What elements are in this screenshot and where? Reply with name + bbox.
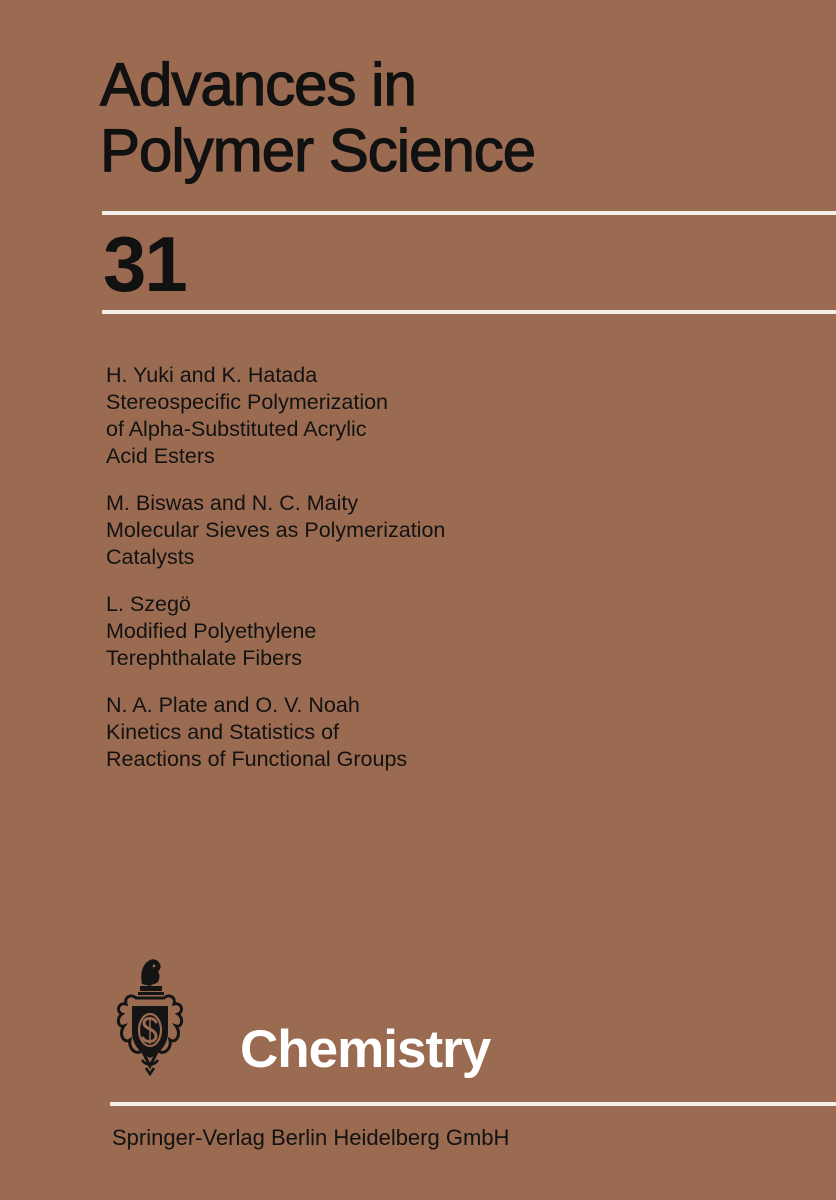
bottom-divider: [110, 1102, 836, 1106]
springer-knight-logo-icon: [112, 954, 188, 1078]
entry-title-line: Reactions of Functional Groups: [106, 747, 408, 771]
entry-title-line: Catalysts: [106, 545, 195, 569]
volume-number: 31: [103, 220, 186, 308]
series-title: [100, 52, 535, 184]
entry-title-line: Kinetics and Statistics of: [106, 720, 340, 744]
entry-title-line: Modified Polyethylene: [106, 619, 317, 643]
middle-divider: [102, 310, 836, 314]
entry-title-line: of Alpha-Substituted Acrylic: [106, 417, 367, 441]
contents-entry: [106, 591, 806, 672]
series-title-line-1: Advances in: [100, 51, 416, 118]
top-divider: [102, 211, 836, 215]
contents-entry: [106, 362, 806, 470]
entry-authors: M. Biswas and N. C. Maity: [106, 491, 359, 515]
entry-title-line: Molecular Sieves as Polymerization: [106, 518, 446, 542]
entry-authors: N. A. Plate and O. V. Noah: [106, 693, 360, 717]
subject-label: Chemistry: [240, 1020, 491, 1079]
entry-title-line: Acid Esters: [106, 444, 215, 468]
series-title-line-2: Polymer Science: [100, 117, 536, 184]
contents-entry: [106, 490, 806, 571]
entry-authors: L. Szegö: [106, 592, 191, 616]
entry-title-line: Terephthalate Fibers: [106, 646, 302, 670]
entry-title-line: Stereospecific Polymerization: [106, 390, 389, 414]
contents-entry: [106, 692, 806, 773]
entry-authors: H. Yuki and K. Hatada: [106, 363, 318, 387]
publisher-name: Springer-Verlag Berlin Heidelberg GmbH: [112, 1125, 510, 1150]
contents-list: [106, 362, 806, 793]
